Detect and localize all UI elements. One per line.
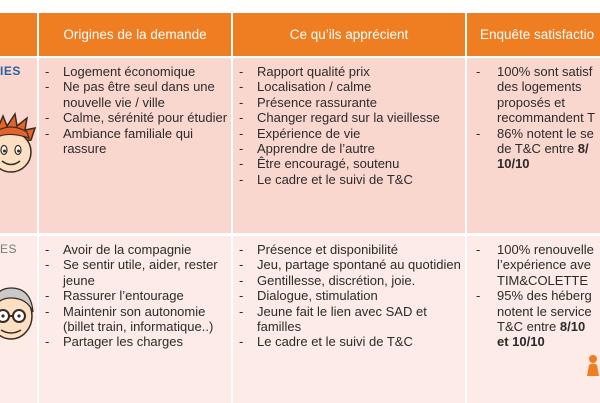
row-label: IES bbox=[0, 64, 21, 78]
list-item: - Logement économique bbox=[39, 64, 231, 79]
origines-cell bbox=[39, 58, 231, 233]
header-blank bbox=[0, 13, 37, 56]
row-label: ES bbox=[0, 242, 18, 256]
row-label-cell bbox=[0, 236, 37, 403]
young-person-avatar-icon bbox=[0, 110, 37, 190]
list-item: - 95% des héberg notent le service T&C entre 8/10 et 10/10 bbox=[467, 288, 600, 350]
senior-person-avatar-icon bbox=[0, 276, 37, 356]
header-enquete: Enquête satisfactio bbox=[467, 13, 600, 56]
list-item: - Présence et disponibilité bbox=[233, 242, 465, 257]
list-item: - 86% notent le se de T&C entre 8/ 10/10 bbox=[467, 126, 600, 172]
orange-figure-icon bbox=[585, 354, 600, 376]
list-item: - Changer regard sur la vieillesse bbox=[233, 110, 465, 125]
list-item: - Avoir de la compagnie bbox=[39, 242, 231, 257]
list-item: - Le cadre et le suivi de T&C bbox=[233, 334, 465, 349]
list-item: - Rassurer l’entourage bbox=[39, 288, 231, 303]
enquete-cell bbox=[467, 236, 600, 403]
apprecient-cell bbox=[233, 58, 465, 233]
list-item: - Le cadre et le suivi de T&C bbox=[233, 172, 465, 187]
row-label-cell bbox=[0, 58, 37, 233]
list-item: - Apprendre de l’autre bbox=[233, 141, 465, 156]
list-item: - Jeune fait le lien avec SAD et familles bbox=[233, 304, 465, 335]
table-row-jeunes bbox=[0, 58, 600, 233]
header-origines: Origines de la demande bbox=[39, 13, 231, 56]
list-item: - Se sentir utile, aider, rester jeune bbox=[39, 257, 231, 288]
list-item: - Dialogue, stimulation bbox=[233, 288, 465, 303]
apprecient-cell bbox=[233, 236, 465, 403]
list-item: - Partager les charges bbox=[39, 334, 231, 349]
list-item: - Ambiance familiale qui rassure bbox=[39, 126, 231, 157]
list-item: - 100% renouvelle l’expérience ave TIM&COLETTE bbox=[467, 242, 600, 288]
list-item: - Calme, sérénité pour étudier bbox=[39, 110, 231, 125]
origines-cell bbox=[39, 236, 231, 403]
list-item: - Jeu, partage spontané au quotidien bbox=[233, 257, 465, 272]
list-item: - Gentillesse, discrétion, joie. bbox=[233, 273, 465, 288]
list-item: - Ne pas être seul dans une nouvelle vie / ville bbox=[39, 79, 231, 110]
list-item: - Être encouragé, soutenu bbox=[233, 156, 465, 171]
list-item: - Expérience de vie bbox=[233, 126, 465, 141]
table-row-seniors bbox=[0, 236, 600, 403]
list-item: - Maintenir son autonomie (billet train, informatique..) bbox=[39, 304, 231, 335]
header-apprecient: Ce qu’ils apprécient bbox=[233, 13, 465, 56]
list-item: - Localisation / calme bbox=[233, 79, 465, 94]
list-item: - 100% sont satisf des logements proposés et recommandent T bbox=[467, 64, 600, 126]
list-item: - Rapport qualité prix bbox=[233, 64, 465, 79]
enquete-cell bbox=[467, 58, 600, 233]
list-item: - Présence rassurante bbox=[233, 95, 465, 110]
